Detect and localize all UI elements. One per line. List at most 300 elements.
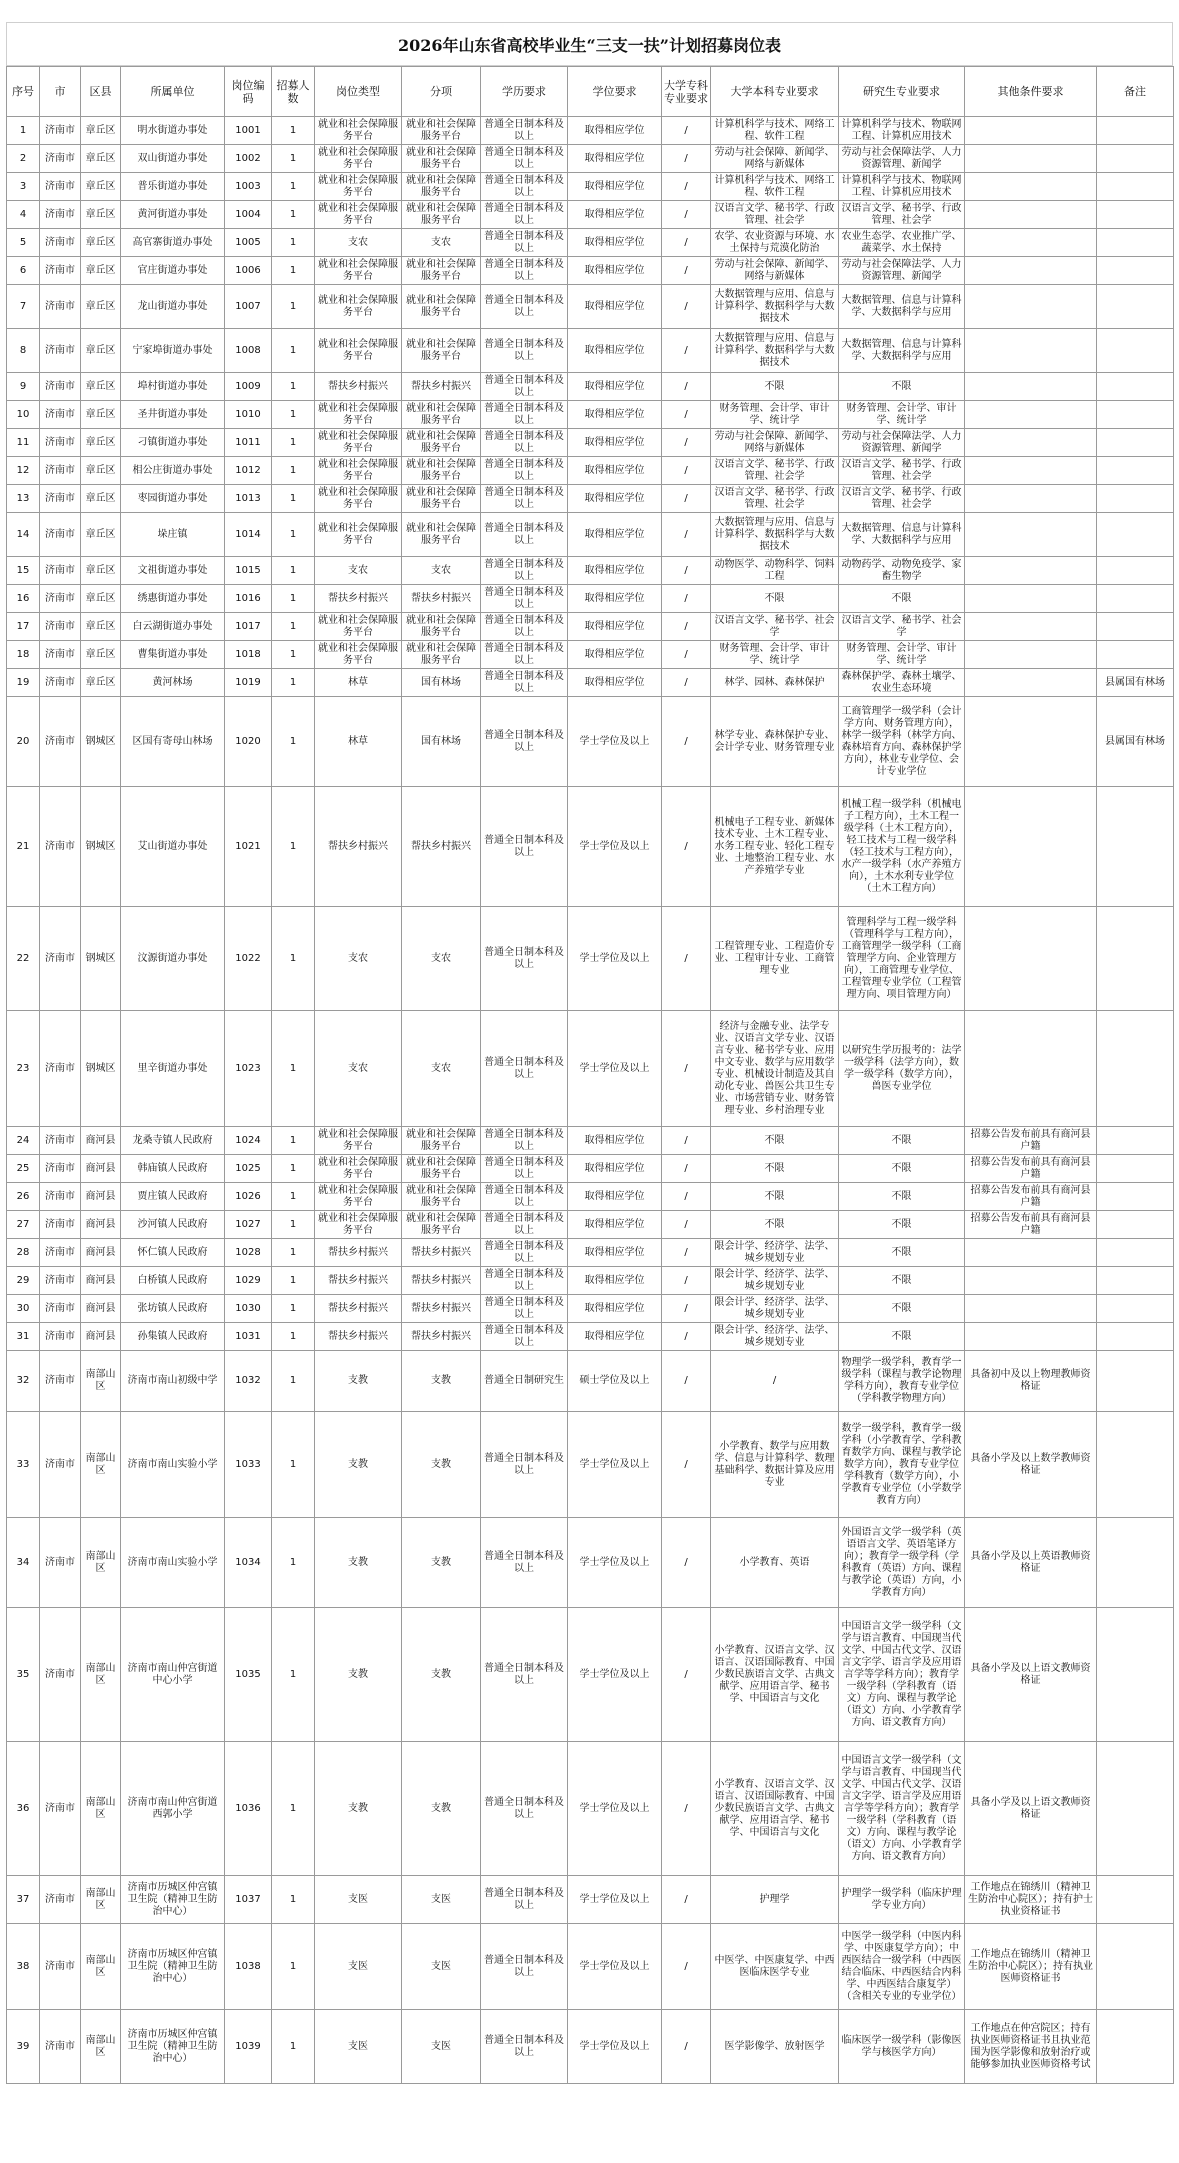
cell-edu: 普通全日制本科及以上 bbox=[481, 329, 568, 373]
cell-note bbox=[1097, 1924, 1174, 2010]
cell-code: 1037 bbox=[225, 1876, 272, 1924]
cell-note bbox=[1097, 257, 1174, 285]
cell-other bbox=[965, 641, 1097, 669]
cell-bachelor: 护理学 bbox=[711, 1876, 839, 1924]
header-row bbox=[7, 67, 1174, 117]
cell-grad: 不限 bbox=[839, 373, 965, 401]
cell-county: 商河县 bbox=[81, 1127, 121, 1155]
cell-num: 1 bbox=[272, 485, 315, 513]
cell-no: 17 bbox=[7, 613, 40, 641]
cell-code: 1015 bbox=[225, 557, 272, 585]
cell-code: 1011 bbox=[225, 429, 272, 457]
table-row bbox=[7, 1127, 1174, 1155]
cell-code: 1003 bbox=[225, 173, 272, 201]
cell-city: 济南市 bbox=[40, 585, 81, 613]
cell-edu: 普通全日制本科及以上 bbox=[481, 145, 568, 173]
cell-no: 32 bbox=[7, 1351, 40, 1412]
cell-county: 章丘区 bbox=[81, 613, 121, 641]
cell-city: 济南市 bbox=[40, 201, 81, 229]
cell-no: 21 bbox=[7, 787, 40, 907]
cell-edu: 普通全日制本科及以上 bbox=[481, 557, 568, 585]
cell-city: 济南市 bbox=[40, 1876, 81, 1924]
cell-city: 济南市 bbox=[40, 257, 81, 285]
cell-num: 1 bbox=[272, 229, 315, 257]
cell-college: / bbox=[662, 1155, 711, 1183]
cell-sub: 就业和社会保障服务平台 bbox=[402, 1127, 481, 1155]
cell-other: 工作地点在锦绣川（精神卫生防治中心院区）；持有执业医师资格证书 bbox=[965, 1924, 1097, 2010]
col-header: 其他条件要求 bbox=[965, 67, 1097, 117]
table-row bbox=[7, 1239, 1174, 1267]
cell-bachelor: 计算机科学与技术、网络工程、软件工程 bbox=[711, 173, 839, 201]
cell-note bbox=[1097, 1518, 1174, 1608]
cell-city: 济南市 bbox=[40, 513, 81, 557]
cell-edu: 普通全日制本科及以上 bbox=[481, 285, 568, 329]
cell-note: 县属国有林场 bbox=[1097, 669, 1174, 697]
table-row bbox=[7, 1924, 1174, 2010]
cell-unit: 黄河街道办事处 bbox=[121, 201, 225, 229]
cell-other: 工作地点在锦绣川（精神卫生防治中心院区）；持有护士执业资格证书 bbox=[965, 1876, 1097, 1924]
cell-county: 商河县 bbox=[81, 1183, 121, 1211]
cell-sub: 就业和社会保障服务平台 bbox=[402, 201, 481, 229]
cell-unit: 怀仁镇人民政府 bbox=[121, 1239, 225, 1267]
cell-type: 就业和社会保障服务平台 bbox=[315, 1127, 402, 1155]
cell-sub: 帮扶乡村振兴 bbox=[402, 585, 481, 613]
cell-county: 章丘区 bbox=[81, 485, 121, 513]
cell-bachelor: 不限 bbox=[711, 373, 839, 401]
cell-other bbox=[965, 1239, 1097, 1267]
cell-bachelor: 财务管理、会计学、审计学、统计学 bbox=[711, 641, 839, 669]
cell-college: / bbox=[662, 907, 711, 1011]
cell-city: 济南市 bbox=[40, 373, 81, 401]
cell-college: / bbox=[662, 1924, 711, 2010]
cell-type: 支农 bbox=[315, 907, 402, 1011]
cell-county: 章丘区 bbox=[81, 229, 121, 257]
cell-college: / bbox=[662, 613, 711, 641]
cell-sub: 支教 bbox=[402, 1351, 481, 1412]
cell-other: 招募公告发布前具有商河县户籍 bbox=[965, 1183, 1097, 1211]
cell-other bbox=[965, 457, 1097, 485]
cell-city: 济南市 bbox=[40, 401, 81, 429]
table-row bbox=[7, 2010, 1174, 2084]
cell-city: 济南市 bbox=[40, 1924, 81, 2010]
cell-grad: 计算机科学与技术、物联网工程、计算机应用技术 bbox=[839, 173, 965, 201]
cell-code: 1038 bbox=[225, 1924, 272, 2010]
cell-type: 就业和社会保障服务平台 bbox=[315, 173, 402, 201]
cell-code: 1024 bbox=[225, 1127, 272, 1155]
cell-unit: 济南市历城区仲宫镇卫生院（精神卫生防治中心） bbox=[121, 1924, 225, 2010]
cell-edu: 普通全日制本科及以上 bbox=[481, 117, 568, 145]
cell-other bbox=[965, 329, 1097, 373]
cell-bachelor: 农学、农业资源与环境、水土保持与荒漠化防治 bbox=[711, 229, 839, 257]
cell-unit: 济南市历城区仲宫镇卫生院（精神卫生防治中心） bbox=[121, 2010, 225, 2084]
cell-degree: 取得相应学位 bbox=[568, 429, 662, 457]
table-row bbox=[7, 1295, 1174, 1323]
cell-unit: 黄河林场 bbox=[121, 669, 225, 697]
cell-code: 1018 bbox=[225, 641, 272, 669]
cell-edu: 普通全日制本科及以上 bbox=[481, 401, 568, 429]
cell-code: 1019 bbox=[225, 669, 272, 697]
cell-unit: 龙桑寺镇人民政府 bbox=[121, 1127, 225, 1155]
cell-code: 1020 bbox=[225, 697, 272, 787]
cell-code: 1025 bbox=[225, 1155, 272, 1183]
cell-bachelor: 机械电子工程专业、新媒体技术专业、土木工程专业、水务工程专业、轻化工程专业、土地整治工程专业、水产养殖学专业 bbox=[711, 787, 839, 907]
table-row bbox=[7, 1412, 1174, 1518]
cell-county: 南部山区 bbox=[81, 1608, 121, 1742]
cell-note bbox=[1097, 1295, 1174, 1323]
cell-type: 林草 bbox=[315, 697, 402, 787]
cell-college: / bbox=[662, 1211, 711, 1239]
table-row bbox=[7, 1183, 1174, 1211]
cell-city: 济南市 bbox=[40, 145, 81, 173]
cell-unit: 刁镇街道办事处 bbox=[121, 429, 225, 457]
cell-degree: 取得相应学位 bbox=[568, 201, 662, 229]
cell-degree: 取得相应学位 bbox=[568, 641, 662, 669]
cell-unit: 汶源街道办事处 bbox=[121, 907, 225, 1011]
cell-edu: 普通全日制本科及以上 bbox=[481, 1295, 568, 1323]
cell-sub: 就业和社会保障服务平台 bbox=[402, 401, 481, 429]
cell-county: 章丘区 bbox=[81, 201, 121, 229]
cell-college: / bbox=[662, 1412, 711, 1518]
cell-county: 章丘区 bbox=[81, 641, 121, 669]
cell-note bbox=[1097, 1011, 1174, 1127]
cell-note bbox=[1097, 613, 1174, 641]
cell-edu: 普通全日制本科及以上 bbox=[481, 201, 568, 229]
cell-degree: 取得相应学位 bbox=[568, 457, 662, 485]
cell-college: / bbox=[662, 697, 711, 787]
table-row bbox=[7, 373, 1174, 401]
cell-no: 33 bbox=[7, 1412, 40, 1518]
cell-no: 16 bbox=[7, 585, 40, 613]
table-row bbox=[7, 1742, 1174, 1876]
cell-code: 1017 bbox=[225, 613, 272, 641]
cell-edu: 普通全日制本科及以上 bbox=[481, 1608, 568, 1742]
cell-no: 5 bbox=[7, 229, 40, 257]
cell-no: 13 bbox=[7, 485, 40, 513]
cell-note bbox=[1097, 117, 1174, 145]
cell-sub: 国有林场 bbox=[402, 697, 481, 787]
cell-edu: 普通全日制本科及以上 bbox=[481, 257, 568, 285]
cell-no: 37 bbox=[7, 1876, 40, 1924]
cell-city: 济南市 bbox=[40, 1267, 81, 1295]
cell-bachelor: 劳动与社会保障、新闻学、网络与新媒体 bbox=[711, 257, 839, 285]
cell-bachelor: 小学教育、汉语言文学、汉语言、汉语国际教育、中国少数民族语言文学、古典文献学、应用语言学、秘书学、中国语言与文化 bbox=[711, 1742, 839, 1876]
cell-other bbox=[965, 1011, 1097, 1127]
cell-degree: 学士学位及以上 bbox=[568, 1518, 662, 1608]
cell-city: 济南市 bbox=[40, 907, 81, 1011]
cell-edu: 普通全日制本科及以上 bbox=[481, 585, 568, 613]
cell-sub: 支教 bbox=[402, 1412, 481, 1518]
cell-degree: 取得相应学位 bbox=[568, 117, 662, 145]
cell-bachelor: 限会计学、经济学、法学、城乡规划专业 bbox=[711, 1295, 839, 1323]
cell-note bbox=[1097, 1183, 1174, 1211]
cell-bachelor: 汉语言文学、秘书学、行政管理、社会学 bbox=[711, 457, 839, 485]
cell-type: 帮扶乡村振兴 bbox=[315, 1267, 402, 1295]
cell-college: / bbox=[662, 641, 711, 669]
col-header: 学历要求 bbox=[481, 67, 568, 117]
cell-grad: 劳动与社会保障法学、人力资源管理、新闻学 bbox=[839, 429, 965, 457]
cell-city: 济南市 bbox=[40, 1155, 81, 1183]
cell-num: 1 bbox=[272, 907, 315, 1011]
cell-sub: 国有林场 bbox=[402, 669, 481, 697]
cell-city: 济南市 bbox=[40, 329, 81, 373]
table-row bbox=[7, 787, 1174, 907]
cell-bachelor: 限会计学、经济学、法学、城乡规划专业 bbox=[711, 1323, 839, 1351]
cell-sub: 帮扶乡村振兴 bbox=[402, 373, 481, 401]
cell-bachelor: 不限 bbox=[711, 585, 839, 613]
cell-type: 就业和社会保障服务平台 bbox=[315, 457, 402, 485]
cell-city: 济南市 bbox=[40, 1239, 81, 1267]
cell-type: 帮扶乡村振兴 bbox=[315, 1323, 402, 1351]
cell-no: 14 bbox=[7, 513, 40, 557]
cell-grad: 不限 bbox=[839, 1323, 965, 1351]
table-row bbox=[7, 1211, 1174, 1239]
cell-county: 南部山区 bbox=[81, 1412, 121, 1518]
cell-code: 1022 bbox=[225, 907, 272, 1011]
cell-degree: 学士学位及以上 bbox=[568, 787, 662, 907]
cell-type: 帮扶乡村振兴 bbox=[315, 585, 402, 613]
cell-college: / bbox=[662, 485, 711, 513]
cell-no: 36 bbox=[7, 1742, 40, 1876]
cell-note: 县属国有林场 bbox=[1097, 697, 1174, 787]
cell-note bbox=[1097, 1239, 1174, 1267]
cell-num: 1 bbox=[272, 201, 315, 229]
cell-sub: 支医 bbox=[402, 1876, 481, 1924]
cell-note bbox=[1097, 1412, 1174, 1518]
cell-other: 具备小学及以上语文教师资格证 bbox=[965, 1608, 1097, 1742]
cell-sub: 就业和社会保障服务平台 bbox=[402, 117, 481, 145]
cell-county: 商河县 bbox=[81, 1239, 121, 1267]
table-row bbox=[7, 257, 1174, 285]
cell-edu: 普通全日制研究生 bbox=[481, 1351, 568, 1412]
cell-county: 商河县 bbox=[81, 1295, 121, 1323]
cell-num: 1 bbox=[272, 373, 315, 401]
cell-unit: 白云湖街道办事处 bbox=[121, 613, 225, 641]
cell-unit: 贾庄镇人民政府 bbox=[121, 1183, 225, 1211]
cell-note bbox=[1097, 1876, 1174, 1924]
cell-code: 1010 bbox=[225, 401, 272, 429]
cell-city: 济南市 bbox=[40, 2010, 81, 2084]
cell-other: 工作地点在仲宫院区；持有执业医师资格证书且执业范围为医学影像和放射治疗或能够参加执业医师资格考试 bbox=[965, 2010, 1097, 2084]
table-row bbox=[7, 173, 1174, 201]
cell-unit: 济南市南山仲宫街道西郭小学 bbox=[121, 1742, 225, 1876]
cell-degree: 取得相应学位 bbox=[568, 585, 662, 613]
cell-degree: 取得相应学位 bbox=[568, 229, 662, 257]
cell-county: 章丘区 bbox=[81, 401, 121, 429]
cell-type: 支教 bbox=[315, 1608, 402, 1742]
cell-note bbox=[1097, 1351, 1174, 1412]
cell-note bbox=[1097, 429, 1174, 457]
cell-city: 济南市 bbox=[40, 1412, 81, 1518]
cell-other bbox=[965, 907, 1097, 1011]
cell-num: 1 bbox=[272, 329, 315, 373]
cell-college: / bbox=[662, 2010, 711, 2084]
cell-sub: 支农 bbox=[402, 1011, 481, 1127]
cell-degree: 取得相应学位 bbox=[568, 257, 662, 285]
table-row bbox=[7, 285, 1174, 329]
cell-num: 1 bbox=[272, 257, 315, 285]
cell-type: 就业和社会保障服务平台 bbox=[315, 201, 402, 229]
cell-grad: 不限 bbox=[839, 1155, 965, 1183]
cell-num: 1 bbox=[272, 613, 315, 641]
cell-degree: 取得相应学位 bbox=[568, 329, 662, 373]
cell-city: 济南市 bbox=[40, 1351, 81, 1412]
cell-unit: 韩庙镇人民政府 bbox=[121, 1155, 225, 1183]
cell-grad: 劳动与社会保障法学、人力资源管理、新闻学 bbox=[839, 145, 965, 173]
cell-college: / bbox=[662, 557, 711, 585]
cell-code: 1034 bbox=[225, 1518, 272, 1608]
cell-county: 章丘区 bbox=[81, 373, 121, 401]
cell-bachelor: 不限 bbox=[711, 1183, 839, 1211]
cell-edu: 普通全日制本科及以上 bbox=[481, 1239, 568, 1267]
table-row bbox=[7, 1351, 1174, 1412]
cell-no: 7 bbox=[7, 285, 40, 329]
cell-other bbox=[965, 613, 1097, 641]
cell-code: 1008 bbox=[225, 329, 272, 373]
table-row bbox=[7, 1876, 1174, 1924]
cell-type: 支医 bbox=[315, 2010, 402, 2084]
table-row bbox=[7, 613, 1174, 641]
cell-degree: 取得相应学位 bbox=[568, 1323, 662, 1351]
cell-sub: 帮扶乡村振兴 bbox=[402, 1295, 481, 1323]
cell-unit: 宁家埠街道办事处 bbox=[121, 329, 225, 373]
table-row bbox=[7, 1323, 1174, 1351]
cell-other bbox=[965, 257, 1097, 285]
cell-city: 济南市 bbox=[40, 117, 81, 145]
cell-grad: 不限 bbox=[839, 1295, 965, 1323]
table-row bbox=[7, 1608, 1174, 1742]
cell-county: 章丘区 bbox=[81, 145, 121, 173]
cell-num: 1 bbox=[272, 1183, 315, 1211]
cell-edu: 普通全日制本科及以上 bbox=[481, 907, 568, 1011]
cell-edu: 普通全日制本科及以上 bbox=[481, 513, 568, 557]
cell-bachelor: 医学影像学、放射医学 bbox=[711, 2010, 839, 2084]
cell-type: 就业和社会保障服务平台 bbox=[315, 641, 402, 669]
cell-grad: 动物药学、动物免疫学、家畜生物学 bbox=[839, 557, 965, 585]
cell-code: 1006 bbox=[225, 257, 272, 285]
cell-other: 招募公告发布前具有商河县户籍 bbox=[965, 1155, 1097, 1183]
cell-no: 8 bbox=[7, 329, 40, 373]
cell-grad: 计算机科学与技术、物联网工程、计算机应用技术 bbox=[839, 117, 965, 145]
cell-other bbox=[965, 201, 1097, 229]
cell-college: / bbox=[662, 669, 711, 697]
cell-degree: 学士学位及以上 bbox=[568, 1876, 662, 1924]
cell-grad: 物理学一级学科，教育学一级学科（课程与教学论物理学科方向），教育专业学位（学科教学物理方向） bbox=[839, 1351, 965, 1412]
cell-college: / bbox=[662, 1183, 711, 1211]
table-row bbox=[7, 457, 1174, 485]
cell-county: 章丘区 bbox=[81, 173, 121, 201]
cell-edu: 普通全日制本科及以上 bbox=[481, 1742, 568, 1876]
cell-county: 钢城区 bbox=[81, 907, 121, 1011]
cell-no: 38 bbox=[7, 1924, 40, 2010]
cell-county: 章丘区 bbox=[81, 285, 121, 329]
cell-degree: 学士学位及以上 bbox=[568, 1412, 662, 1518]
cell-degree: 学士学位及以上 bbox=[568, 1608, 662, 1742]
cell-num: 1 bbox=[272, 1127, 315, 1155]
cell-other: 具备小学及以上英语教师资格证 bbox=[965, 1518, 1097, 1608]
cell-bachelor: 汉语言文学、秘书学、行政管理、社会学 bbox=[711, 485, 839, 513]
cell-code: 1013 bbox=[225, 485, 272, 513]
cell-degree: 学士学位及以上 bbox=[568, 1011, 662, 1127]
cell-no: 27 bbox=[7, 1211, 40, 1239]
col-header: 大学本科专业要求 bbox=[711, 67, 839, 117]
table-row bbox=[7, 513, 1174, 557]
cell-county: 章丘区 bbox=[81, 329, 121, 373]
cell-unit: 济南市南山初级中学 bbox=[121, 1351, 225, 1412]
cell-no: 26 bbox=[7, 1183, 40, 1211]
cell-type: 帮扶乡村振兴 bbox=[315, 373, 402, 401]
cell-degree: 取得相应学位 bbox=[568, 173, 662, 201]
cell-city: 济南市 bbox=[40, 485, 81, 513]
cell-unit: 曹集街道办事处 bbox=[121, 641, 225, 669]
cell-other bbox=[965, 117, 1097, 145]
cell-degree: 取得相应学位 bbox=[568, 1155, 662, 1183]
col-header: 招募人数 bbox=[272, 67, 315, 117]
cell-grad: 管理科学与工程一级学科（管理科学与工程方向），工商管理学一级学科（工商管理学方向、企业管理方向），工商管理专业学位、工程管理专业学位（工程管理方向、项目管理方向） bbox=[839, 907, 965, 1011]
cell-code: 1021 bbox=[225, 787, 272, 907]
cell-type: 支医 bbox=[315, 1876, 402, 1924]
cell-note bbox=[1097, 457, 1174, 485]
cell-college: / bbox=[662, 513, 711, 557]
cell-no: 4 bbox=[7, 201, 40, 229]
cell-edu: 普通全日制本科及以上 bbox=[481, 1155, 568, 1183]
cell-college: / bbox=[662, 1608, 711, 1742]
cell-sub: 支农 bbox=[402, 229, 481, 257]
cell-grad: 不限 bbox=[839, 1183, 965, 1211]
cell-note bbox=[1097, 201, 1174, 229]
cell-city: 济南市 bbox=[40, 1323, 81, 1351]
cell-no: 15 bbox=[7, 557, 40, 585]
cell-num: 1 bbox=[272, 1742, 315, 1876]
cell-sub: 帮扶乡村振兴 bbox=[402, 1323, 481, 1351]
cell-no: 34 bbox=[7, 1518, 40, 1608]
cell-num: 1 bbox=[272, 401, 315, 429]
cell-unit: 普乐街道办事处 bbox=[121, 173, 225, 201]
cell-num: 1 bbox=[272, 513, 315, 557]
cell-unit: 龙山街道办事处 bbox=[121, 285, 225, 329]
table-row bbox=[7, 1011, 1174, 1127]
cell-edu: 普通全日制本科及以上 bbox=[481, 485, 568, 513]
cell-code: 1030 bbox=[225, 1295, 272, 1323]
cell-type: 支教 bbox=[315, 1351, 402, 1412]
cell-city: 济南市 bbox=[40, 285, 81, 329]
cell-num: 1 bbox=[272, 457, 315, 485]
cell-code: 1032 bbox=[225, 1351, 272, 1412]
cell-college: / bbox=[662, 1239, 711, 1267]
cell-degree: 取得相应学位 bbox=[568, 613, 662, 641]
cell-bachelor: 限会计学、经济学、法学、城乡规划专业 bbox=[711, 1267, 839, 1295]
cell-edu: 普通全日制本科及以上 bbox=[481, 641, 568, 669]
cell-college: / bbox=[662, 145, 711, 173]
cell-no: 35 bbox=[7, 1608, 40, 1742]
cell-bachelor: 汉语言文学、秘书学、社会学 bbox=[711, 613, 839, 641]
cell-unit: 济南市南山仲宫街道中心小学 bbox=[121, 1608, 225, 1742]
cell-type: 就业和社会保障服务平台 bbox=[315, 1211, 402, 1239]
table-row bbox=[7, 145, 1174, 173]
cell-num: 1 bbox=[272, 2010, 315, 2084]
col-header: 岗位类型 bbox=[315, 67, 402, 117]
cell-num: 1 bbox=[272, 669, 315, 697]
cell-type: 就业和社会保障服务平台 bbox=[315, 401, 402, 429]
cell-num: 1 bbox=[272, 117, 315, 145]
cell-num: 1 bbox=[272, 1876, 315, 1924]
cell-degree: 取得相应学位 bbox=[568, 557, 662, 585]
cell-city: 济南市 bbox=[40, 457, 81, 485]
cell-code: 1023 bbox=[225, 1011, 272, 1127]
cell-type: 帮扶乡村振兴 bbox=[315, 787, 402, 907]
cell-college: / bbox=[662, 1518, 711, 1608]
cell-note bbox=[1097, 401, 1174, 429]
cell-no: 3 bbox=[7, 173, 40, 201]
